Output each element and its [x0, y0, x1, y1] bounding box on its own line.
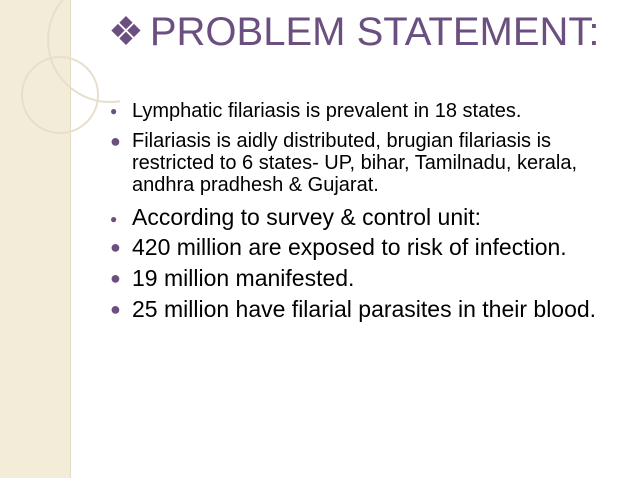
bullet-text: 19 million manifested.: [132, 265, 355, 291]
list-item: [110, 265, 610, 292]
bullet-list: [110, 100, 610, 323]
list-item: [110, 234, 610, 261]
title-text: PROBLEM STATEMENT:: [149, 10, 600, 54]
bullet-dot-icon: ●: [110, 104, 118, 118]
bullet-text: 25 million have filarial parasites in their blood.: [132, 296, 597, 322]
page-title: [108, 6, 608, 58]
decorative-circles: [0, 0, 120, 160]
bullet-text: 420 million are exposed to risk of infection.: [132, 234, 567, 260]
bullet-dot-icon: ●: [110, 268, 121, 288]
bullet-dot-icon: ●: [110, 299, 121, 319]
diamond-bullet-icon: ❖: [108, 10, 144, 54]
bullet-dot-icon: ●: [110, 131, 121, 151]
list-item: [110, 296, 610, 323]
list-item: [110, 100, 610, 122]
bullet-dot-icon: ●: [110, 212, 118, 226]
list-item: [110, 204, 610, 230]
bullet-text: According to survey & control unit:: [132, 204, 481, 230]
bullet-dot-icon: ●: [110, 237, 121, 257]
bullet-text: Lymphatic filariasis is prevalent in 18 states.: [132, 100, 522, 122]
bullet-text: Filariasis is aidly distributed, brugian filariasis is restricted to 6 states- UP, bihar, Tamilnadu, kerala, andhra pradhesh & Gujarat.: [132, 130, 578, 196]
list-item: [110, 130, 610, 196]
